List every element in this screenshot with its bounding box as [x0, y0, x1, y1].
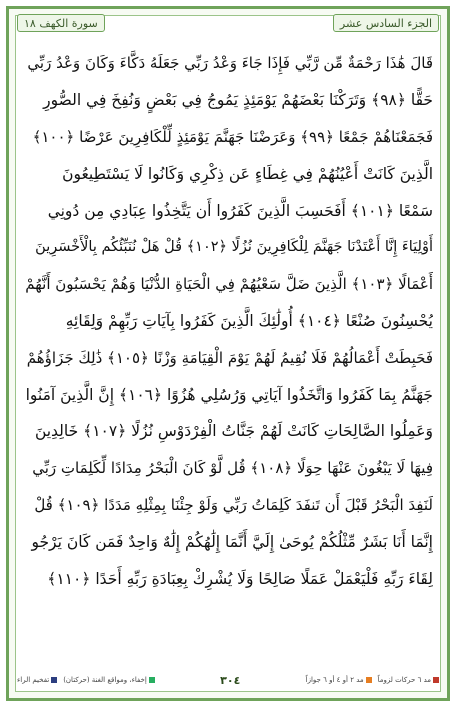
legend-item: تفخيم الراء	[17, 676, 57, 684]
legend-swatch	[433, 677, 439, 683]
legend-swatch	[51, 677, 57, 683]
page-frame	[6, 6, 450, 701]
legend-item: إخفاء، ومواقع الغنة (حركتان)	[63, 676, 155, 684]
tajweed-legend-left	[17, 676, 155, 684]
surah-name: سورة الكهف	[39, 16, 98, 30]
text-line: فِيهَا لَا يَبْغُونَ عَنْهَا حِوَلًا ﴿١٠٨﴾ قُل لَّوْ كَانَ الْبَحْرُ مِدَادًا لِّكَلِمَاتِ رَبِّي	[32, 459, 433, 478]
text-line: فَجَمَعْنَاهُمْ جَمْعًا ﴿٩٩﴾ وَعَرَضْنَا جَهَنَّمَ يَوْمَئِذٍ لِّلْكَافِرِينَ عَرْضًا ﴿١٠٠﴾	[32, 127, 433, 146]
text-line: حَقًّا ﴿٩٨﴾ وَتَرَكْنَا بَعْضَهُمْ يَوْمَئِذٍ يَمُوجُ فِي بَعْضٍ وَنُفِخَ فِي الصُّورِ	[43, 91, 433, 110]
text-line: الَّذِينَ كَانَتْ أَعْيُنُهُمْ فِي غِطَاءٍ عَن ذِكْرِي وَكَانُوا لَا يَسْتَطِيعُونَ	[62, 164, 433, 183]
text-line: فَحَبِطَتْ أَعْمَالُهُمْ فَلَا نُقِيمُ لَهُمْ يَوْمَ الْقِيَامَةِ وَزْنًا ﴿١٠٥﴾ ذَٰلِكَ جَزَاؤُهُمْ	[26, 348, 433, 367]
text-line: أَوْلِيَاءَ إِنَّا أَعْتَدْنَا جَهَنَّمَ لِلْكَافِرِينَ نُزُلًا ﴿١٠٢﴾ قُلْ هَلْ نُنَبِّئُكُم بِالْأَخْسَرِينَ	[35, 239, 433, 256]
text-line: أَعْمَالًا ﴿١٠٣﴾ الَّذِينَ ضَلَّ سَعْيُهُمْ فِي الْحَيَاةِ الدُّنْيَا وَهُمْ يَحْسَبُونَ أَنَّهُمْ	[25, 275, 433, 294]
legend-item: مد ٦ حركات لزوماً	[378, 676, 439, 684]
text-line: لَنَفِدَ الْبَحْرُ قَبْلَ أَن تَنفَدَ كَلِمَاتُ رَبِّي وَلَوْ جِئْنَا بِمِثْلِهِ مَدَدًا ﴿١٠٩﴾ قُلْ	[34, 495, 433, 514]
text-line: يُحْسِنُونَ صُنْعًا ﴿١٠٤﴾ أُولَٰئِكَ الَّذِينَ كَفَرُوا بِآيَاتِ رَبِّهِمْ وَلِقَائِهِ	[65, 311, 433, 330]
page-header	[17, 13, 439, 33]
tajweed-legend-right	[306, 676, 439, 684]
text-line: قَالَ هَٰذَا رَحْمَةٌ مِّن رَّبِّي فَإِذَا جَاءَ وَعْدُ رَبِّي جَعَلَهُ دَكَّاءَ وَكَانَ وَعْدُ رَبِّي	[27, 54, 433, 73]
text-line: إِنَّمَا أَنَا بَشَرٌ مِّثْلُكُمْ يُوحَىٰ إِلَيَّ أَنَّمَا إِلَٰهُكُمْ إِلَٰهٌ وَاحِدٌ فَمَن كَانَ يَرْجُو	[31, 532, 433, 551]
quran-text	[23, 45, 433, 635]
legend-swatch	[366, 677, 372, 683]
text-line: سَمْعًا ﴿١٠١﴾ أَفَحَسِبَ الَّذِينَ كَفَرُوا أَن يَتَّخِذُوا عِبَادِي مِن دُونِي	[47, 201, 433, 220]
legend-item: مد ٢ أو ٤ أو ٦ جوازاً	[306, 676, 372, 684]
surah-label	[17, 14, 105, 32]
text-line: وَعَمِلُوا الصَّالِحَاتِ كَانَتْ لَهُمْ جَنَّاتُ الْفِرْدَوْسِ نُزُلًا ﴿١٠٧﴾ خَالِدِينَ	[34, 422, 433, 441]
page-footer	[17, 666, 439, 694]
text-line: جَهَنَّمُ بِمَا كَفَرُوا وَاتَّخَذُوا آيَاتِي وَرُسُلِي هُزُوًا ﴿١٠٦﴾ إِنَّ الَّذِينَ آمَنُوا	[25, 385, 433, 404]
legend-swatch	[149, 677, 155, 683]
surah-number: ١٨	[24, 16, 36, 30]
page-number: ٣٠٤	[220, 673, 241, 687]
juz-label: الجزء السادس عشر	[333, 14, 439, 32]
text-line: لِقَاءَ رَبِّهِ فَلْيَعْمَلْ عَمَلًا صَالِحًا وَلَا يُشْرِكْ بِعِبَادَةِ رَبِّهِ أَحَدًا ﴿١١٠﴾	[47, 569, 433, 588]
